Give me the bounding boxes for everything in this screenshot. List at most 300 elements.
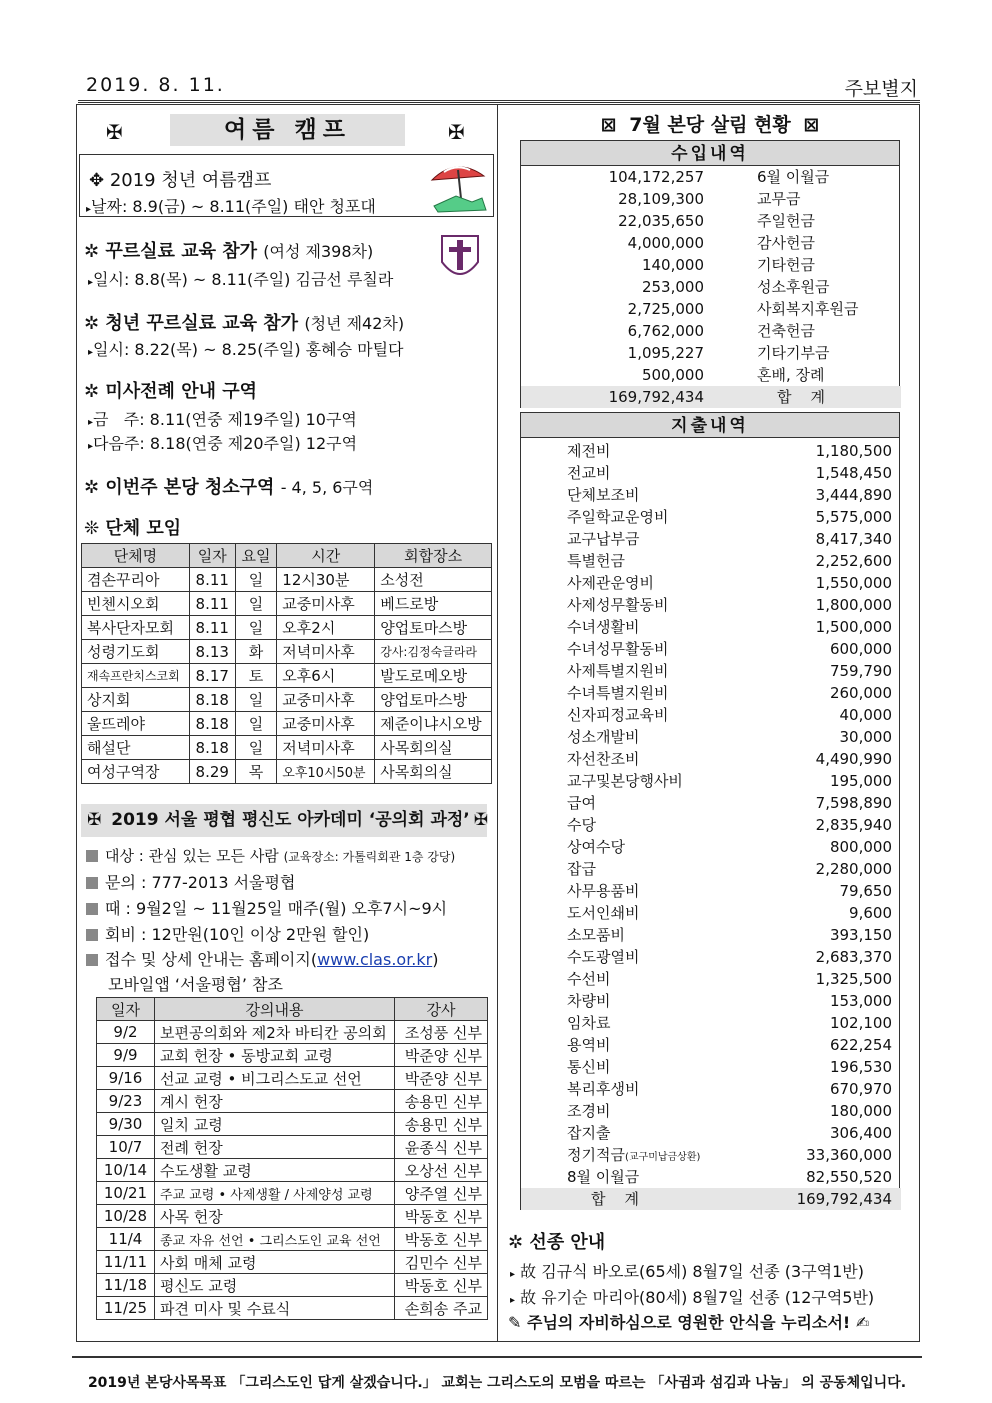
income-row bbox=[521, 320, 901, 342]
triangle-bullet-icon: ▸ bbox=[510, 1269, 516, 1280]
table-cell: 복사단자모회 bbox=[82, 616, 190, 640]
expense-row bbox=[521, 616, 901, 638]
table-row bbox=[82, 592, 492, 616]
table-cell: 9/16 bbox=[97, 1067, 155, 1090]
youth-camp-date: ▸날짜: 8.9(금) ~ 8.11(주일) 태안 청포대 bbox=[86, 197, 376, 216]
item-label: 수선비 bbox=[567, 970, 611, 988]
table-cell: 파견 미사 및 수료식 bbox=[155, 1297, 395, 1320]
table-cell: 빈첸시오회 bbox=[82, 592, 190, 616]
amount: 30,000 bbox=[839, 728, 892, 746]
income-row bbox=[521, 254, 901, 276]
table-cell: 10/21 bbox=[97, 1182, 155, 1205]
expense-row bbox=[521, 1012, 901, 1034]
expense-row bbox=[521, 1056, 901, 1078]
col-header: 강사 bbox=[395, 998, 488, 1021]
amount: 2,280,000 bbox=[815, 860, 892, 878]
item-label: 사제관운영비 bbox=[567, 574, 654, 592]
table-row bbox=[97, 1251, 488, 1274]
amount: 9,600 bbox=[849, 904, 892, 922]
groups-heading: ❊ 단체 모임 bbox=[84, 518, 182, 539]
expense-row bbox=[521, 726, 901, 748]
item-label: 사제성무활동비 bbox=[567, 596, 669, 614]
table-cell: 성령기도회 bbox=[82, 640, 190, 664]
income-list bbox=[520, 166, 900, 408]
expense-row bbox=[521, 682, 901, 704]
table-cell: 11/4 bbox=[97, 1228, 155, 1251]
col-header: 요일 bbox=[235, 544, 277, 568]
amount: 102,100 bbox=[829, 1014, 892, 1032]
item-label: 혼배, 장례 bbox=[757, 366, 825, 384]
table-cell: 10/7 bbox=[97, 1136, 155, 1159]
item-label: 6월 이월금 bbox=[757, 168, 830, 186]
expense-row bbox=[521, 462, 901, 484]
amount: 306,400 bbox=[829, 1124, 892, 1142]
table-cell: 12시30분 bbox=[277, 568, 375, 592]
expense-total-row bbox=[521, 1188, 901, 1210]
expense-row bbox=[521, 550, 901, 572]
academy-when: 때 : 9월2일 ~ 11월25일 매주(월) 오후7시~9시 bbox=[86, 896, 447, 919]
bulletin-title: 주보별지 bbox=[844, 78, 918, 100]
col-header: 강의내용 bbox=[155, 998, 395, 1021]
table-row bbox=[97, 1182, 488, 1205]
cursillo-emblem-icon bbox=[438, 232, 482, 286]
item-label: 합 계 bbox=[777, 388, 826, 406]
table-cell: 발도로메오방 bbox=[375, 664, 492, 688]
amount: 33,360,000 bbox=[806, 1146, 892, 1164]
ornament-icon: ⊠ bbox=[600, 114, 617, 136]
camp-title: 여름 캠프 bbox=[170, 114, 405, 146]
table-cell: 주교 교령 • 사제생활 / 사제양성 교령 bbox=[155, 1182, 395, 1205]
item-label: 자선찬조비 bbox=[567, 750, 640, 768]
amount: 6,762,000 bbox=[627, 322, 704, 340]
table-row bbox=[97, 1159, 488, 1182]
table-cell: 토 bbox=[235, 664, 277, 688]
table-cell: 평신도 교령 bbox=[155, 1274, 395, 1297]
table-cell: 8.18 bbox=[189, 736, 235, 760]
mass-zone-heading: ✲ 미사전례 안내 구역 bbox=[84, 381, 258, 402]
expense-row bbox=[521, 792, 901, 814]
triangle-bullet-icon: ▸ bbox=[86, 204, 92, 215]
expense-row bbox=[521, 990, 901, 1012]
expense-row bbox=[521, 1122, 901, 1144]
table-row bbox=[97, 1090, 488, 1113]
amount: 622,254 bbox=[829, 1036, 892, 1054]
table-cell: 8.13 bbox=[189, 640, 235, 664]
col-header: 시간 bbox=[277, 544, 375, 568]
table-cell: 10/28 bbox=[97, 1205, 155, 1228]
expense-row bbox=[521, 858, 901, 880]
expense-row bbox=[521, 946, 901, 968]
table-row bbox=[97, 1044, 488, 1067]
table-row bbox=[97, 1205, 488, 1228]
mass-zone-next-week: ▸다음주: 8.18(연중 제20주일) 12구역 bbox=[88, 434, 358, 453]
table-row bbox=[82, 712, 492, 736]
expense-row bbox=[521, 1100, 901, 1122]
lecture-table-header bbox=[97, 998, 488, 1021]
amount: 3,444,890 bbox=[815, 486, 892, 504]
table-cell: 저녁미사후 bbox=[277, 640, 375, 664]
col-header: 일자 bbox=[97, 998, 155, 1021]
amount: 260,000 bbox=[829, 684, 892, 702]
item-label: 임차료 bbox=[567, 1014, 611, 1032]
amount: 1,800,000 bbox=[815, 596, 892, 614]
cross-icon: ✠ bbox=[87, 810, 102, 830]
header-divider bbox=[78, 100, 920, 103]
amount: 1,548,450 bbox=[815, 464, 892, 482]
table-cell: 11/18 bbox=[97, 1274, 155, 1297]
amount: 2,683,370 bbox=[815, 948, 892, 966]
income-row bbox=[521, 232, 901, 254]
amount: 1,180,500 bbox=[815, 442, 892, 460]
funeral-prayer: ✎ 주님의 자비하심으로 영원한 안식을 누리소서! ✍ bbox=[508, 1313, 870, 1332]
amount: 800,000 bbox=[829, 838, 892, 856]
funeral-item: ▸ 故 김규식 바오로(65세) 8월7일 선종 (3구역1반) bbox=[510, 1262, 864, 1281]
table-cell: 일 bbox=[235, 568, 277, 592]
table-cell: 교회 헌장 • 동방교회 교령 bbox=[155, 1044, 395, 1067]
expense-row bbox=[521, 638, 901, 660]
table-cell: 사목 헌장 bbox=[155, 1205, 395, 1228]
expense-row bbox=[521, 440, 901, 462]
table-cell: 해설단 bbox=[82, 736, 190, 760]
mass-zone-this-week: ▸금 주: 8.11(연중 제19주일) 10구역 bbox=[88, 410, 357, 429]
table-cell: 일 bbox=[235, 688, 277, 712]
item-label: 주일헌금 bbox=[757, 212, 815, 230]
triangle-bullet-icon: ▸ bbox=[510, 1295, 516, 1306]
item-label: 조경비 bbox=[567, 1102, 611, 1120]
expense-row bbox=[521, 660, 901, 682]
table-cell: 교중미사후 bbox=[277, 592, 375, 616]
cross-icon: ✠ bbox=[473, 810, 488, 830]
table-cell: 상지회 bbox=[82, 688, 190, 712]
cleaning-heading: ✲ 이번주 본당 청소구역 - 4, 5, 6구역 bbox=[84, 477, 374, 498]
amount: 196,530 bbox=[829, 1058, 892, 1076]
expense-row bbox=[521, 836, 901, 858]
academy-mobile: 모바일앱 ‘서울평협’ 참조 bbox=[108, 975, 283, 994]
item-label: 사무용품비 bbox=[567, 882, 640, 900]
item-label: 통신비 bbox=[567, 1058, 611, 1076]
table-cell: 울뜨레야 bbox=[82, 712, 190, 736]
amount: 79,650 bbox=[839, 882, 892, 900]
table-cell: 오상선 신부 bbox=[395, 1159, 488, 1182]
table-cell: 양주열 신부 bbox=[395, 1182, 488, 1205]
table-cell: 저녁미사후 bbox=[277, 736, 375, 760]
table-row bbox=[97, 1067, 488, 1090]
item-label: 소모품비 bbox=[567, 926, 625, 944]
item-label: 전교비 bbox=[567, 464, 611, 482]
compass-icon: ✥ bbox=[89, 170, 105, 191]
expense-row bbox=[521, 594, 901, 616]
amount: 140,000 bbox=[641, 256, 704, 274]
expense-row bbox=[521, 814, 901, 836]
cursillo-detail: ▸일시: 8.8(목) ~ 8.11(주일) 김금선 루칠라 bbox=[88, 270, 394, 289]
table-cell: 8.29 bbox=[189, 760, 235, 784]
table-cell: 사목회의실 bbox=[375, 760, 492, 784]
table-row bbox=[97, 1021, 488, 1044]
item-label: 성소후원금 bbox=[757, 278, 830, 296]
cross-icon: ✠ bbox=[448, 120, 465, 144]
academy-target: 대상 : 관심 있는 모든 사람 (교육장소: 가톨릭회관 1층 강당) bbox=[86, 845, 455, 866]
academy-title: ✠ 2019 서울 평협 평신도 아카데미 ‘공의회 과정’ ✠ bbox=[81, 804, 487, 837]
item-label: 합 계 bbox=[591, 1190, 640, 1208]
table-cell: 9/23 bbox=[97, 1090, 155, 1113]
table-cell: 교중미사후 bbox=[277, 712, 375, 736]
table-cell: 박동호 신부 bbox=[395, 1205, 488, 1228]
expense-row bbox=[521, 968, 901, 990]
table-cell: 윤종식 신부 bbox=[395, 1136, 488, 1159]
table-row bbox=[82, 760, 492, 784]
youth-cursillo-detail: ▸일시: 8.22(목) ~ 8.25(주일) 홍혜승 마틸다 bbox=[88, 340, 404, 359]
triangle-bullet-icon: ▸ bbox=[88, 277, 94, 288]
expense-row bbox=[521, 770, 901, 792]
amount: 600,000 bbox=[829, 640, 892, 658]
expense-row bbox=[521, 1078, 901, 1100]
item-label: 수녀생활비 bbox=[567, 618, 640, 636]
expense-row bbox=[521, 1166, 901, 1188]
table-cell: 양업토마스방 bbox=[375, 616, 492, 640]
item-label: 교무금 bbox=[757, 190, 801, 208]
beach-umbrella-icon bbox=[426, 158, 492, 214]
footer-motto: 2019년 본당사목목표 「그리스도인 답게 살겠습니다.」 교회는 그리스도의 모범을 따르는 「사귐과 섬김과 나눔」 의 공동체입니다. bbox=[87, 1375, 907, 1391]
youth-camp-title: ✥ 2019 청년 여름캠프 bbox=[89, 170, 272, 191]
income-row bbox=[521, 342, 901, 364]
amount: 1,500,000 bbox=[815, 618, 892, 636]
table-cell: 박동호 신부 bbox=[395, 1274, 488, 1297]
groups-table-header bbox=[82, 544, 492, 568]
star-burst-icon: ✲ bbox=[84, 313, 100, 334]
item-label: 잡급 bbox=[567, 860, 596, 878]
item-label: 감사헌금 bbox=[757, 234, 815, 252]
bulletin-date: 2019. 8. 11. bbox=[86, 74, 225, 96]
amount: 40,000 bbox=[839, 706, 892, 724]
table-cell: 박동호 신부 bbox=[395, 1228, 488, 1251]
column-divider bbox=[497, 104, 498, 1342]
table-row bbox=[97, 1274, 488, 1297]
table-row bbox=[97, 1297, 488, 1320]
item-label: 신자피정교육비 bbox=[567, 706, 669, 724]
star-burst-icon: ✲ bbox=[84, 381, 100, 402]
table-cell: 재속프란치스코회 bbox=[82, 664, 190, 688]
table-cell: 박준양 신부 bbox=[395, 1044, 488, 1067]
amount: 8,417,340 bbox=[815, 530, 892, 548]
amount: 22,035,650 bbox=[618, 212, 704, 230]
expense-row bbox=[521, 572, 901, 594]
table-cell: 화 bbox=[235, 640, 277, 664]
table-row bbox=[82, 664, 492, 688]
table-cell: 베드로방 bbox=[375, 592, 492, 616]
table-cell: 조성풍 신부 bbox=[395, 1021, 488, 1044]
table-cell: 8.11 bbox=[189, 568, 235, 592]
item-label: 성소개발비 bbox=[567, 728, 640, 746]
amount: 670,970 bbox=[829, 1080, 892, 1098]
item-label: 잡지출 bbox=[567, 1124, 611, 1142]
item-label: 정기적금(교구미납금상환) bbox=[567, 1146, 701, 1164]
table-cell: 8.18 bbox=[189, 712, 235, 736]
item-label: 차량비 bbox=[567, 992, 611, 1010]
amount: 169,792,434 bbox=[608, 388, 704, 406]
item-label: 수녀특별지원비 bbox=[567, 684, 669, 702]
table-cell: 사목회의실 bbox=[375, 736, 492, 760]
table-row bbox=[97, 1136, 488, 1159]
table-cell: 김민수 신부 bbox=[395, 1251, 488, 1274]
expense-list bbox=[520, 438, 900, 1210]
expense-row bbox=[521, 902, 901, 924]
table-cell: 오후6시 bbox=[277, 664, 375, 688]
item-label: 도서인쇄비 bbox=[567, 904, 640, 922]
star-burst-icon: ✲ bbox=[84, 241, 100, 262]
table-cell: 여성구역장 bbox=[82, 760, 190, 784]
amount: 759,790 bbox=[829, 662, 892, 680]
item-label: 사회복지후원금 bbox=[757, 300, 859, 318]
amount: 28,109,300 bbox=[618, 190, 704, 208]
expense-row bbox=[521, 748, 901, 770]
table-cell: 제준이냐시오방 bbox=[375, 712, 492, 736]
table-row bbox=[97, 1228, 488, 1251]
table-cell: 8.18 bbox=[189, 688, 235, 712]
table-cell: 겸손꾸리아 bbox=[82, 568, 190, 592]
youth-cursillo-heading: ✲ 청년 꾸르실료 교육 참가 (청년 제42차) bbox=[84, 313, 405, 334]
expense-row bbox=[521, 1034, 901, 1056]
amount: 1,325,500 bbox=[815, 970, 892, 988]
table-cell: 계시 헌장 bbox=[155, 1090, 395, 1113]
item-label: 상여수당 bbox=[567, 838, 625, 856]
table-cell: 수도생활 교령 bbox=[155, 1159, 395, 1182]
table-cell: 11/25 bbox=[97, 1297, 155, 1320]
square-bullet-icon bbox=[86, 903, 98, 915]
income-row bbox=[521, 276, 901, 298]
triangle-bullet-icon: ▸ bbox=[88, 347, 94, 358]
col-header: 일자 bbox=[189, 544, 235, 568]
item-label: 복리후생비 bbox=[567, 1080, 640, 1098]
amount: 2,252,600 bbox=[815, 552, 892, 570]
star-burst-icon: ✲ bbox=[84, 477, 100, 498]
table-cell: 9/9 bbox=[97, 1044, 155, 1067]
sparkle-icon: ❊ bbox=[84, 518, 100, 539]
table-row bbox=[97, 1113, 488, 1136]
table-row bbox=[82, 736, 492, 760]
table-cell: 오후2시 bbox=[277, 616, 375, 640]
item-label: 8월 이월금 bbox=[567, 1168, 640, 1186]
expense-row bbox=[521, 484, 901, 506]
item-label: 사제특별지원비 bbox=[567, 662, 669, 680]
amount: 4,000,000 bbox=[627, 234, 704, 252]
praying-hands-icon: ✍ bbox=[855, 1313, 870, 1332]
table-cell: 11/11 bbox=[97, 1251, 155, 1274]
table-cell: 목 bbox=[235, 760, 277, 784]
funeral-heading: ✲ 선종 안내 bbox=[508, 1232, 606, 1253]
table-cell: 소성전 bbox=[375, 568, 492, 592]
item-label: 단체보조비 bbox=[567, 486, 640, 504]
col-header: 단체명 bbox=[82, 544, 190, 568]
amount: 169,792,434 bbox=[796, 1190, 892, 1208]
candle-icon: ✎ bbox=[508, 1313, 522, 1332]
academy-apply: 접수 및 상세 안내는 홈페이지(www.clas.or.kr) bbox=[86, 947, 438, 970]
amount: 180,000 bbox=[829, 1102, 892, 1120]
table-cell: 9/2 bbox=[97, 1021, 155, 1044]
income-row bbox=[521, 166, 901, 188]
table-cell: 8.11 bbox=[189, 616, 235, 640]
table-cell: 8.17 bbox=[189, 664, 235, 688]
academy-fee: 회비 : 12만원(10인 이상 2만원 할인) bbox=[86, 922, 369, 945]
amount: 500,000 bbox=[641, 366, 704, 384]
lecture-table bbox=[96, 997, 488, 1320]
amount: 2,725,000 bbox=[627, 300, 704, 318]
table-cell: 오후10시50분 bbox=[277, 760, 375, 784]
item-label: 기타기부금 bbox=[757, 344, 830, 362]
homepage-link[interactable]: www.clas.or.kr bbox=[317, 950, 433, 969]
table-cell: 박준양 신부 bbox=[395, 1067, 488, 1090]
table-cell: 일 bbox=[235, 616, 277, 640]
triangle-bullet-icon: ▸ bbox=[88, 441, 94, 452]
amount: 2,835,940 bbox=[815, 816, 892, 834]
item-label: 주일학교운영비 bbox=[567, 508, 669, 526]
square-bullet-icon bbox=[86, 954, 98, 966]
star-burst-icon: ✲ bbox=[508, 1232, 524, 1253]
amount: 5,575,000 bbox=[815, 508, 892, 526]
amount: 82,550,520 bbox=[806, 1168, 892, 1186]
item-label: 수당 bbox=[567, 816, 596, 834]
ornament-icon: ⊠ bbox=[803, 114, 820, 136]
income-row bbox=[521, 210, 901, 232]
table-cell: 일 bbox=[235, 712, 277, 736]
income-row bbox=[521, 298, 901, 320]
item-label: 특별헌금 bbox=[567, 552, 625, 570]
amount: 1,095,227 bbox=[627, 344, 704, 362]
table-row bbox=[82, 688, 492, 712]
item-label: 용역비 bbox=[567, 1036, 611, 1054]
expense-row bbox=[521, 704, 901, 726]
table-cell: 송용민 신부 bbox=[395, 1090, 488, 1113]
amount: 253,000 bbox=[641, 278, 704, 296]
table-cell: 8.11 bbox=[189, 592, 235, 616]
table-cell: 강사:김정숙글라라 bbox=[375, 640, 492, 664]
table-row bbox=[82, 568, 492, 592]
square-bullet-icon bbox=[86, 850, 98, 862]
item-label: 교구및본당행사비 bbox=[567, 772, 683, 790]
item-label: 건축헌금 bbox=[757, 322, 815, 340]
amount: 7,598,890 bbox=[815, 794, 892, 812]
amount: 104,172,257 bbox=[608, 168, 704, 186]
cursillo-heading: ✲ 꾸르실료 교육 참가 (여성 제398차) bbox=[84, 241, 374, 262]
square-bullet-icon bbox=[86, 929, 98, 941]
table-cell: 일 bbox=[235, 592, 277, 616]
item-label: 수도광열비 bbox=[567, 948, 640, 966]
table-cell: 10/14 bbox=[97, 1159, 155, 1182]
table-cell: 사회 매체 교령 bbox=[155, 1251, 395, 1274]
table-row bbox=[82, 616, 492, 640]
income-row bbox=[521, 364, 901, 386]
amount: 1,550,000 bbox=[815, 574, 892, 592]
triangle-bullet-icon: ▸ bbox=[88, 417, 94, 428]
expense-header: 지출내역 bbox=[520, 412, 900, 438]
square-bullet-icon bbox=[86, 877, 98, 889]
academy-contact: 문의 : 777-2013 서울평협 bbox=[86, 870, 295, 893]
expense-row bbox=[521, 880, 901, 902]
col-header: 회합장소 bbox=[375, 544, 492, 568]
table-cell: 종교 자유 선언 • 그리스도인 교육 선언 bbox=[155, 1228, 395, 1251]
income-row bbox=[521, 188, 901, 210]
table-row bbox=[82, 640, 492, 664]
amount: 153,000 bbox=[829, 992, 892, 1010]
table-cell: 송용민 신부 bbox=[395, 1113, 488, 1136]
expense-row bbox=[521, 506, 901, 528]
table-cell: 일치 교령 bbox=[155, 1113, 395, 1136]
table-cell: 보편공의회와 제2차 바티칸 공의회 bbox=[155, 1021, 395, 1044]
table-cell: 전례 헌장 bbox=[155, 1136, 395, 1159]
finance-title: ⊠ 7월 본당 살림 현황 ⊠ bbox=[600, 114, 820, 136]
footer-divider bbox=[72, 1356, 922, 1358]
expense-row bbox=[521, 924, 901, 946]
groups-table bbox=[81, 543, 492, 784]
